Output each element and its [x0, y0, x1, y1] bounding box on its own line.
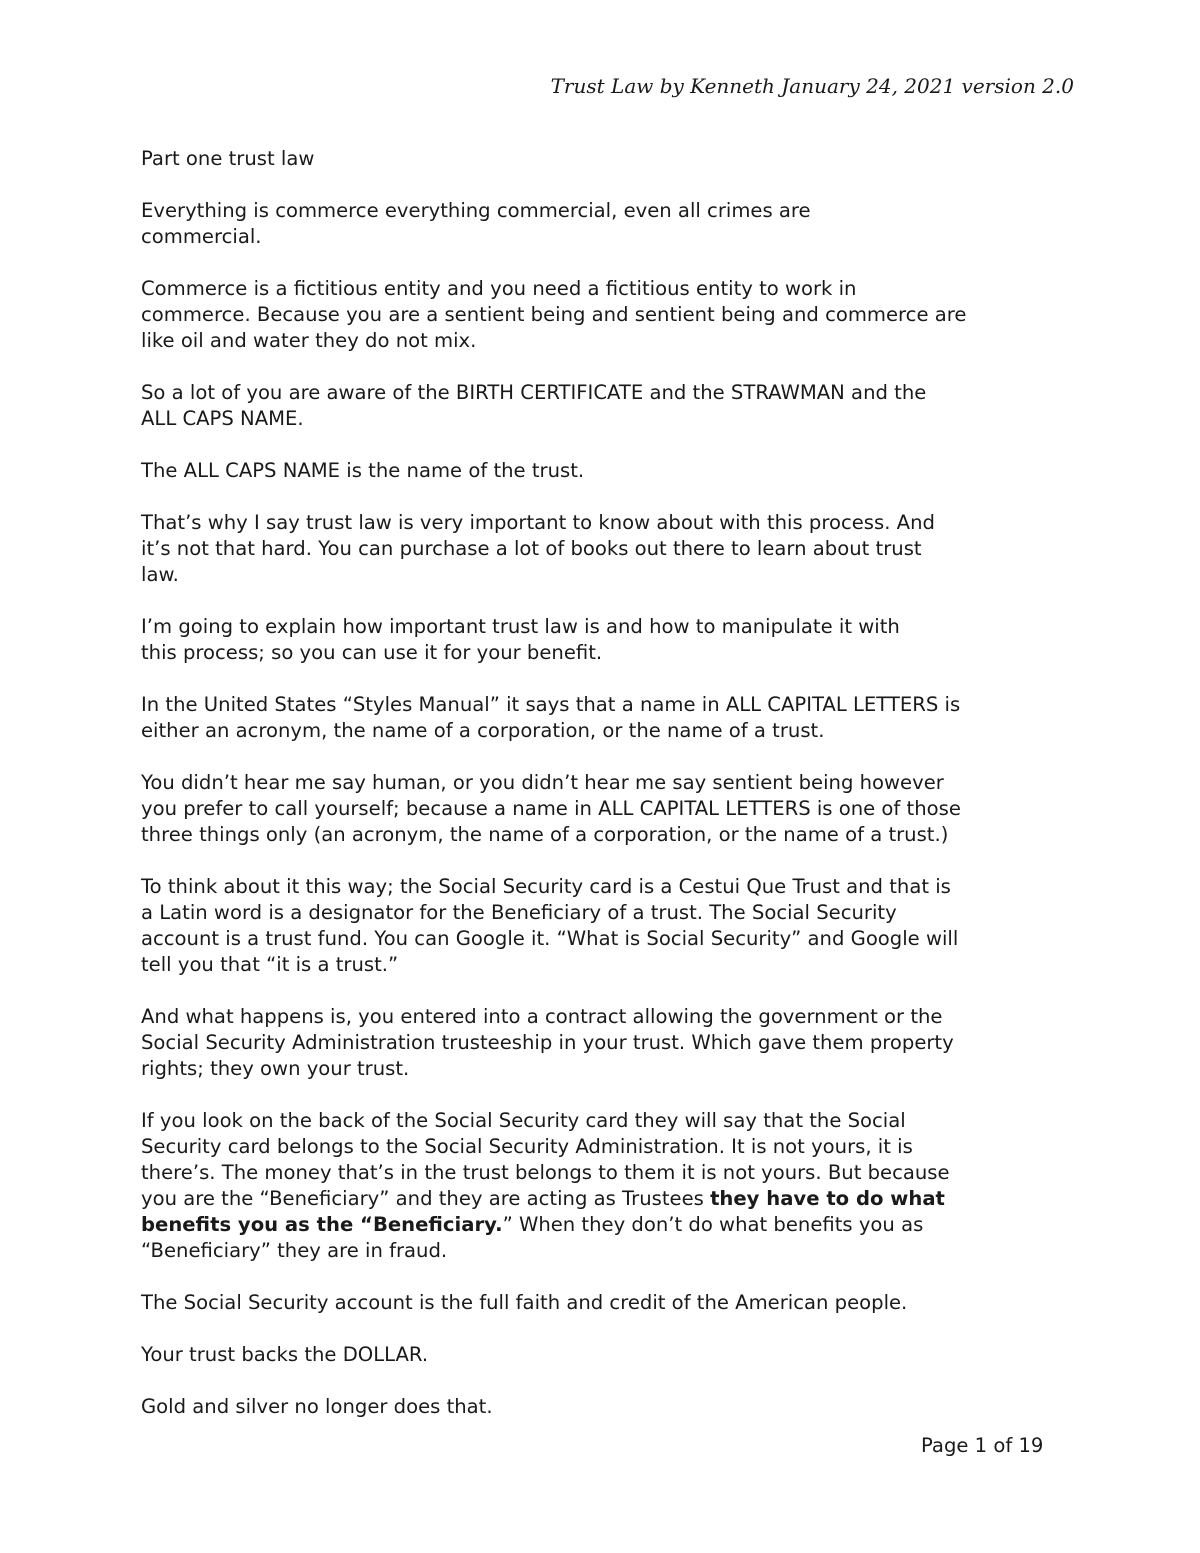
- text-line: “Beneficiary” they are in fraud.: [141, 1239, 448, 1262]
- text-line: Commerce is a fictitious entity and you need a fictitious entity to work in: [141, 277, 857, 300]
- paragraph: [141, 276, 1071, 354]
- text-line: That’s why I say trust law is very important to know about with this process. And: [141, 511, 935, 534]
- text-line: ALL CAPS NAME.: [141, 407, 304, 430]
- text-line: The ALL CAPS NAME is the name of the trust.: [141, 459, 585, 482]
- paragraph: [141, 1004, 1071, 1082]
- paragraph: [141, 510, 1071, 588]
- paragraph: [141, 380, 1071, 432]
- text-line: a Latin word is a designator for the Beneficiary of a trust. The Social Security: [141, 901, 897, 924]
- text-line: you prefer to call yourself; because a name in ALL CAPITAL LETTERS is one of those: [141, 797, 961, 820]
- text-line: either an acronym, the name of a corporation, or the name of a trust.: [141, 719, 825, 742]
- page-header: Trust Law by Kenneth January 24, 2021 version 2.0: [550, 74, 1074, 98]
- text-line: commercial.: [141, 225, 262, 248]
- text-line: three things only (an acronym, the name of a corporation, or the name of a trust.): [141, 823, 949, 846]
- text-line: If you look on the back of the Social Security card they will say that the Social: [141, 1109, 906, 1132]
- text-line: tell you that “it is a trust.”: [141, 953, 399, 976]
- paragraph: [141, 874, 1071, 978]
- text-line: So a lot of you are aware of the BIRTH CERTIFICATE and the STRAWMAN and the: [141, 381, 927, 404]
- paragraph: [141, 458, 1071, 484]
- text-line: you are the “Beneficiary” and they are acting as Trustees: [141, 1187, 711, 1210]
- text-line: And what happens is, you entered into a contract allowing the government or the: [141, 1005, 943, 1028]
- text-line: law.: [141, 563, 179, 586]
- text-line: In the United States “Styles Manual” it says that a name in ALL CAPITAL LETTERS is: [141, 693, 961, 716]
- text-line: like oil and water they do not mix.: [141, 329, 477, 352]
- text-line: You didn’t hear me say human, or you didn’t hear me say sentient being however: [141, 771, 944, 794]
- paragraph: [141, 1290, 1071, 1316]
- text-line: Gold and silver no longer does that.: [141, 1395, 493, 1418]
- paragraph: [141, 198, 1071, 250]
- paragraph: [141, 1108, 1071, 1264]
- text-line: The Social Security account is the full faith and credit of the American people.: [141, 1291, 908, 1314]
- paragraph: [141, 1342, 1071, 1368]
- paragraph-title: [141, 146, 1071, 172]
- text-line: account is a trust fund. You can Google it. “What is Social Security” and Google will: [141, 927, 959, 950]
- text-line: rights; they own your trust.: [141, 1057, 410, 1080]
- paragraph: [141, 1394, 1071, 1420]
- paragraph: [141, 692, 1071, 744]
- text-line: Your trust backs the DOLLAR.: [141, 1343, 429, 1366]
- text-line: Social Security Administration trusteeship in your trust. Which gave them property: [141, 1031, 954, 1054]
- text-line: I’m going to explain how important trust law is and how to manipulate it with: [141, 615, 900, 638]
- text-line: Everything is commerce everything commercial, even all crimes are: [141, 199, 811, 222]
- document-body: [141, 146, 1071, 1446]
- text-line: it’s not that hard. You can purchase a lot of books out there to learn about trust: [141, 537, 922, 560]
- bold-emphasis: they have to do what: [710, 1187, 945, 1210]
- text-line: commerce. Because you are a sentient being and sentient being and commerce are: [141, 303, 967, 326]
- text-line: there’s. The money that’s in the trust belongs to them it is not yours. But because: [141, 1161, 950, 1184]
- text-line: To think about it this way; the Social Security card is a Cestui Que Trust and that is: [141, 875, 951, 898]
- bold-emphasis: benefits you as the “Beneficiary.: [141, 1213, 503, 1236]
- paragraph: [141, 614, 1071, 666]
- page-number: Page 1 of 19: [921, 1434, 1044, 1457]
- text-line: Security card belongs to the Social Security Administration. It is not yours, it is: [141, 1135, 913, 1158]
- paragraph: [141, 770, 1071, 848]
- text-line: ” When they don’t do what benefits you as: [502, 1213, 924, 1236]
- text-line: Part one trust law: [141, 147, 315, 170]
- text-line: this process; so you can use it for your benefit.: [141, 641, 603, 664]
